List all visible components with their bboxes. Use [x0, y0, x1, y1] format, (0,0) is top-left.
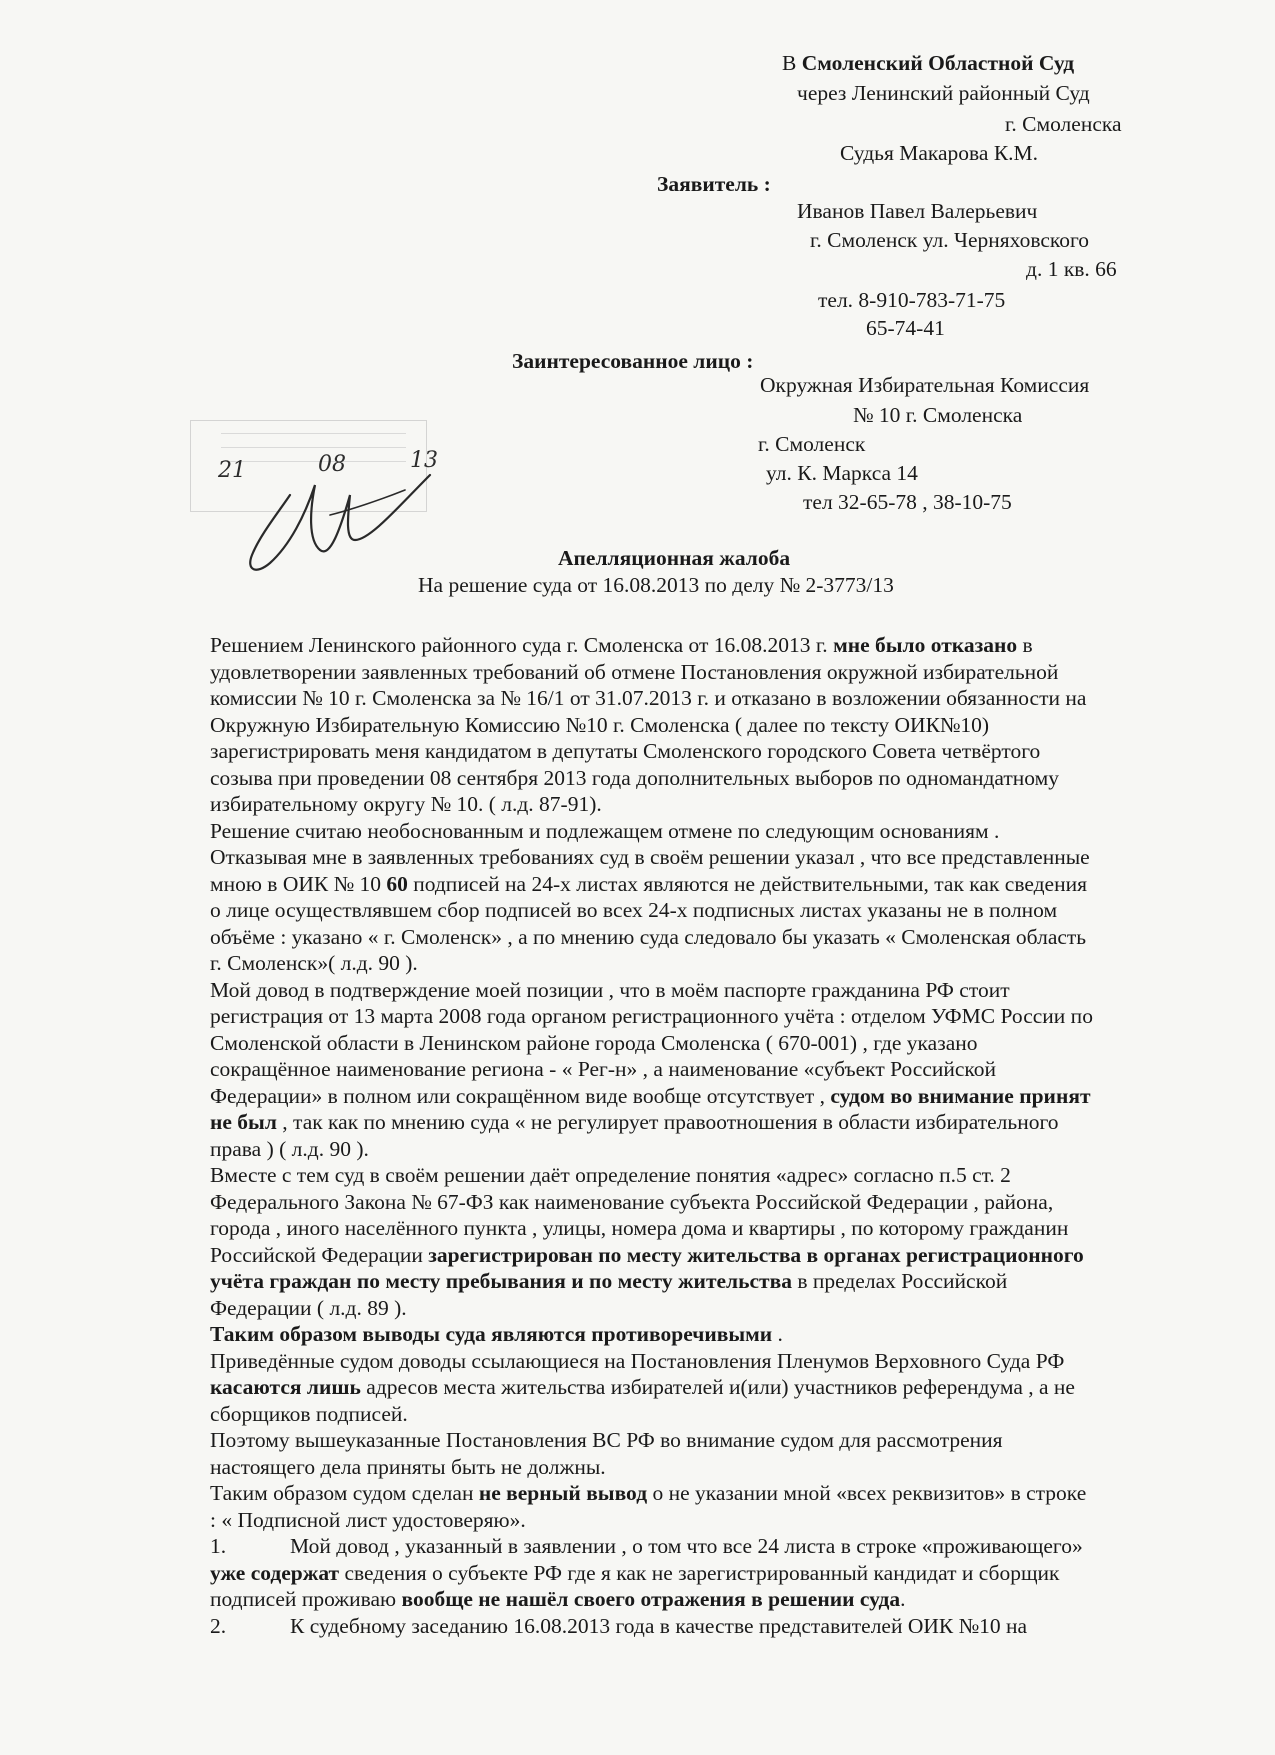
body-line: Таким образом судом сделан не верный вывод о не указании мной «всех реквизитов» в строке	[210, 1481, 1087, 1505]
signature-icon	[230, 455, 460, 585]
body-line: г. Смоленск»( л.д. 90 ).	[210, 951, 418, 975]
interested-city: г. Смоленск	[758, 432, 866, 456]
body-line: Федерального Закона № 67-ФЗ как наименование субъекта Российской Федерации , района,	[210, 1189, 1054, 1214]
body-line: Поэтому вышеуказанные Постановления ВС РФ во внимание судом для рассмотрения	[210, 1428, 1003, 1452]
body-line: Федерации ( л.д. 89 ).	[210, 1295, 407, 1320]
handwritten-year: 13	[410, 448, 438, 473]
numbered-item-2: 2. К судебному заседанию 16.08.2013 года в качестве представителей ОИК №10 на	[210, 1613, 1028, 1638]
body-line: Решение считаю необоснованным и подлежащем отмене по следующим основаниям .	[210, 818, 1000, 843]
body-line: Вместе с тем суд в своём решении даёт определение понятия «адрес» согласно п.5 ст. 2	[210, 1163, 1011, 1187]
handwritten-month: 08	[318, 452, 346, 477]
body-line: Федерации» в полном или сокращённом виде вообще отсутствует , судом во внимание принят	[210, 1083, 1091, 1108]
body-line: учёта граждан по месту пребывания и по месту жительства в пределах Российской	[210, 1269, 1008, 1293]
applicant-phone-2: 65-74-41	[866, 316, 945, 340]
body-line: подписей проживаю вообще не нашёл своего отражения в решении суда.	[210, 1587, 906, 1611]
body-line: объёме : указано « г. Смоленск» , а по мнению суда следовало бы указать « Смоленская область	[210, 924, 1087, 949]
applicant-address-1: г. Смоленск ул. Черняховского	[810, 228, 1090, 252]
interested-phone: тел 32-65-78 , 38-10-75	[803, 490, 1012, 514]
body-line: о лице осуществлявшем сбор подписей во всех 24-х подписных листах указаны не в полном	[210, 898, 1058, 922]
body-line: Приведённые судом доводы ссылающиеся на Постановления Пленумов Верховного Суда РФ	[210, 1348, 1065, 1373]
applicant-name: Иванов Павел Валерьевич	[797, 199, 1038, 223]
body-line: зарегистрировать меня кандидатом в депутаты Смоленского городского Совета четвёртого	[210, 739, 1041, 763]
court-name: Смоленский Областной Суд	[801, 51, 1075, 75]
body-line: права ) ( л.д. 90 ).	[210, 1136, 369, 1161]
body-line: сокращённое наименование региона - « Рег-н» , а наименование «субъект Российской	[210, 1057, 997, 1081]
body-line: Окружную Избирательную Комиссию №10 г. Смоленска ( далее по тексту ОИК№10)	[210, 712, 990, 737]
body-line: Таким образом выводы суда являются противоречивыми .	[210, 1322, 783, 1346]
body-line: Смоленской области в Ленинском районе города Смоленска ( 670-001) , где указано	[210, 1030, 978, 1055]
body-line: сборщиков подписей.	[210, 1401, 408, 1426]
court-city-line: г. Смоленска	[1005, 112, 1122, 136]
body-line: города , иного населённого пункта , улицы, номера дома и квартиры , по которому гражданин	[210, 1216, 1069, 1240]
numbered-item-1: 1. Мой довод , указанный в заявлении , о том что все 24 листа в строке «проживающего»	[210, 1534, 1083, 1558]
body-line: созыва при проведении 08 сентября 2013 года дополнительных выборов по одномандатному	[210, 765, 1059, 790]
handwritten-day: 21	[218, 458, 246, 483]
interested-org-2: № 10 г. Смоленска	[853, 403, 1023, 427]
court-line: В Смоленский Областной Суд	[782, 51, 1075, 75]
applicant-phone-1: тел. 8-910-783-71-75	[818, 288, 1006, 312]
body-line: комиссии № 10 г. Смоленска за № 16/1 от 31.07.2013 г. и отказано в возложении обязанности на	[210, 686, 1087, 710]
body-line: настоящего дела приняты быть не должны.	[210, 1454, 606, 1479]
interested-party-label: Заинтересованное лицо :	[512, 349, 754, 373]
body-line: удовлетворении заявленных требований об отмене Постановления окружной избирательной	[210, 659, 1059, 684]
body-line: касаются лишь адресов места жительства избирателей и(или) участников референдума , а не	[210, 1375, 1075, 1399]
complaint-body	[210, 632, 1240, 1639]
document-subtitle: На решение суда от 16.08.2013 по делу № 2-3773/13	[418, 573, 894, 597]
applicant-label: Заявитель :	[657, 172, 771, 196]
body-line: уже содержат сведения о субъекте РФ где я как не зарегистрированный кандидат и сборщик	[210, 1560, 1060, 1585]
body-line: Решением Ленинского районного суда г. Смоленска от 16.08.2013 г. мне было отказано в	[210, 633, 1033, 657]
body-line: Российской Федерации зарегистрирован по месту жительства в органах регистрационного	[210, 1242, 1084, 1267]
body-line: : « Подписной лист удостоверяю».	[210, 1507, 526, 1532]
body-line: не был , так как по мнению суда « не регулирует правоотношения в области избирательного	[210, 1110, 1059, 1134]
body-line: Мой довод в подтверждение моей позиции , что в моём паспорте гражданина РФ стоит	[210, 977, 1010, 1002]
interested-org-1: Окружная Избирательная Комиссия	[760, 373, 1090, 397]
body-line: Отказывая мне в заявленных требованиях суд в своём решении указал , что все представленные	[210, 845, 1090, 869]
document-title: Апелляционная жалоба	[558, 546, 791, 570]
applicant-address-2: д. 1 кв. 66	[1026, 257, 1117, 281]
interested-street: ул. К. Маркса 14	[766, 461, 918, 485]
via-court-line: через Ленинский районный Суд	[797, 81, 1090, 105]
body-line: регистрация от 13 марта 2008 года органом регистрационного учёта : отделом УФМС России по	[210, 1004, 1093, 1028]
body-line: избирательному округу № 10. ( л.д. 87-91).	[210, 792, 602, 816]
body-line: мною в ОИК № 10 60 подписей на 24-х листах являются не действительными, так как сведения	[210, 871, 1087, 896]
judge-line: Судья Макарова К.М.	[840, 141, 1039, 165]
